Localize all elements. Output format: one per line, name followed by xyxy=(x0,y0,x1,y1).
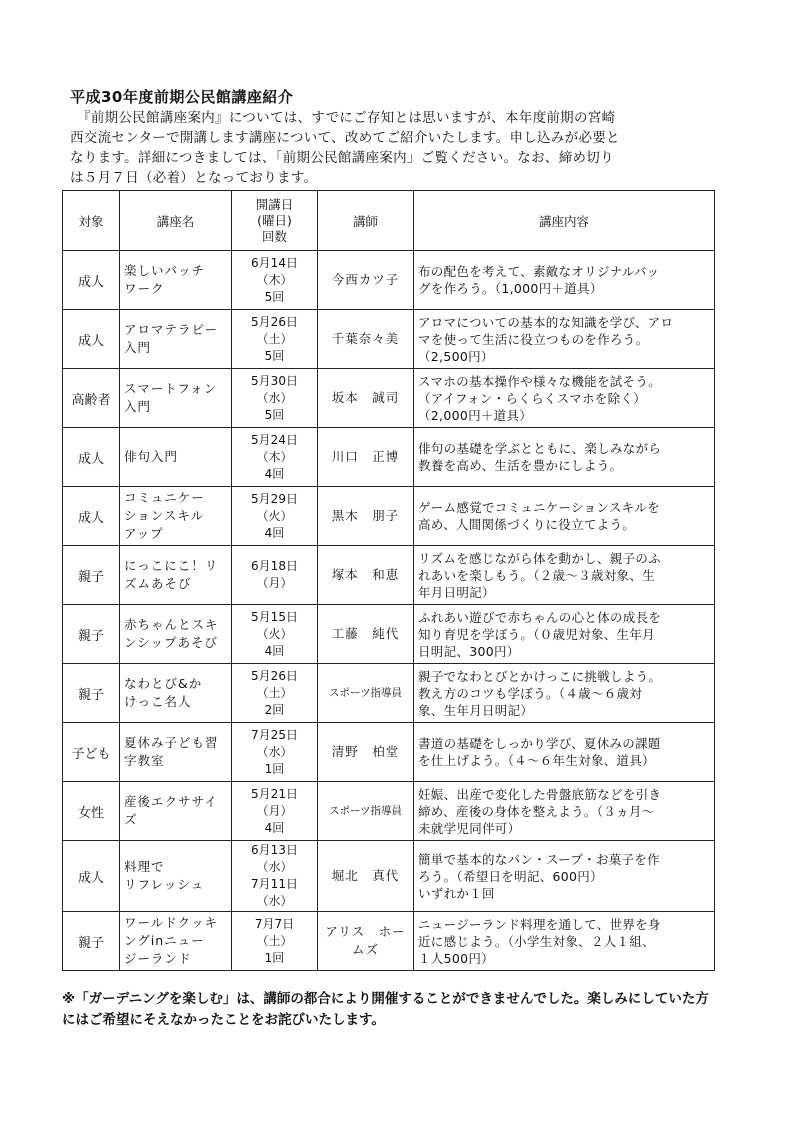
cell-content xyxy=(414,428,715,487)
course-name-line: ワールドクッキ xyxy=(124,915,219,930)
cell-course-name xyxy=(120,251,232,310)
content-line: れあいを楽しもう。（２歳～３歳対象、生 xyxy=(418,567,655,583)
date-line: （火） xyxy=(256,508,293,523)
cell-date xyxy=(232,912,318,971)
date-line: （土） xyxy=(256,331,293,346)
instructor-line: アリス ホー xyxy=(325,924,406,939)
cell-target: 成人 xyxy=(63,428,120,487)
cell-course-name xyxy=(120,841,232,912)
cell-instructor xyxy=(318,723,414,782)
cell-date xyxy=(232,251,318,310)
date-line: 5月29日 xyxy=(251,491,298,506)
table-row xyxy=(63,310,715,369)
instructor-line: 川口 正博 xyxy=(331,449,400,464)
content-line: 親子でなわとびとかけっこに挑戦しよう。 xyxy=(418,668,662,684)
cell-instructor xyxy=(318,664,414,723)
content-line: スマホの基本操作や様々な機能を試そう。 xyxy=(418,373,661,389)
intro-paragraph xyxy=(70,108,720,188)
content-line: マを使って生活に役立つものを作ろう。 xyxy=(418,331,649,347)
content-line: 日明記、300円） xyxy=(418,643,520,659)
cell-date xyxy=(232,782,318,841)
course-name-line: 夏休み子ども習 xyxy=(124,735,219,750)
date-line: （木） xyxy=(256,272,293,287)
header-date xyxy=(232,191,318,251)
cell-target: 親子 xyxy=(63,605,120,664)
cell-target: 成人 xyxy=(63,487,120,546)
date-line: 4回 xyxy=(264,466,285,481)
cell-instructor xyxy=(318,428,414,487)
course-name-line: ズ xyxy=(124,812,138,827)
intro-line: は５月７日（必着）となっております。 xyxy=(70,170,318,186)
content-line: （アイフォン・らくらくスマホを除く） xyxy=(418,390,647,406)
content-line: 象、生年月日明記） xyxy=(418,702,534,718)
course-name-line: ズムあそび xyxy=(124,576,192,591)
cell-course-name xyxy=(120,369,232,428)
date-line: （月） xyxy=(256,803,293,818)
date-line: （水） xyxy=(256,860,293,874)
content-line: ろう。（希望日を明記、600円） xyxy=(418,868,603,884)
content-line: いずれか１回 xyxy=(418,885,495,901)
course-name-line: ンシップあそび xyxy=(124,635,218,650)
cell-course-name xyxy=(120,723,232,782)
course-name-line: けっこ名人 xyxy=(124,694,192,709)
cell-content xyxy=(414,782,715,841)
cell-content xyxy=(414,605,715,664)
date-line: 7月25日 xyxy=(251,727,298,742)
content-line: ゲーム感覚でコミュニケーションスキルを xyxy=(418,500,660,515)
cell-content xyxy=(414,369,715,428)
course-name-line: ジーランド xyxy=(124,951,192,966)
cell-target: 女性 xyxy=(63,782,120,841)
content-line: 未就学児同伴可） xyxy=(418,820,521,836)
cell-date xyxy=(232,723,318,782)
cell-target: 親子 xyxy=(63,912,120,971)
date-line: 5月21日 xyxy=(251,786,298,801)
content-line: 教養を高め、生活を豊かにしよう。 xyxy=(418,458,623,473)
instructor-line: 清野 柏堂 xyxy=(331,744,400,759)
course-name-line: にっこにこ！リ xyxy=(124,558,219,573)
intro-line: 『前期公民館講座案内』については、すでにご存知とは思いますが、本年度前期の宮崎 xyxy=(70,110,616,126)
cell-course-name xyxy=(120,664,232,723)
course-name-line: 赤ちゃんとスキ xyxy=(124,617,219,632)
header-instructor: 講師 xyxy=(318,191,414,251)
instructor-line: 今西カツ子 xyxy=(331,272,400,287)
cell-instructor xyxy=(318,782,414,841)
course-name-line: コミュニケー xyxy=(124,490,205,505)
cell-course-name xyxy=(120,487,232,546)
date-line: 5回 xyxy=(264,289,285,304)
cell-instructor xyxy=(318,605,414,664)
cell-instructor xyxy=(318,546,414,605)
cell-date xyxy=(232,605,318,664)
course-name-line: ワーク xyxy=(124,281,165,296)
cell-target: 成人 xyxy=(63,251,120,310)
content-line: 年月日明記） xyxy=(418,584,495,600)
course-name-line: 産後エクササイ xyxy=(124,794,218,809)
cell-course-name xyxy=(120,782,232,841)
table-row xyxy=(63,546,715,605)
instructor-line: スポーツ指導員 xyxy=(328,687,403,699)
cell-date xyxy=(232,546,318,605)
course-name-line: リフレッシュ xyxy=(124,877,205,892)
instructor-line: 千葉奈々美 xyxy=(331,331,400,346)
cell-date xyxy=(232,664,318,723)
cell-course-name xyxy=(120,310,232,369)
course-name-line: ションスキル xyxy=(124,508,205,523)
date-line: 5月15日 xyxy=(251,609,298,624)
content-line: （2,000円＋道具） xyxy=(418,407,533,423)
date-line: （土） xyxy=(256,685,293,700)
header-content: 講座内容 xyxy=(414,191,715,251)
date-line: 2回 xyxy=(264,702,285,717)
date-line: 1回 xyxy=(264,950,285,965)
date-line: 5月24日 xyxy=(251,432,298,447)
header-target: 対象 xyxy=(63,191,120,251)
cell-content xyxy=(414,487,715,546)
content-line: １人500円） xyxy=(418,950,494,966)
date-line: 4回 xyxy=(264,643,285,658)
footnote: ※「ガーデニングを楽しむ」は、講師の都合により開催することができませんでした。楽しみにしていた方にはご希望にそえなかったことをお詫びいたします。 xyxy=(62,991,709,1028)
date-line: 6月18日 xyxy=(251,559,298,573)
cell-course-name xyxy=(120,912,232,971)
content-line: 俳句の基礎を学ぶとともに、楽しみながら xyxy=(418,441,662,456)
cell-course-name xyxy=(120,546,232,605)
course-name-line: なわとび&か xyxy=(124,676,203,691)
table-header-row xyxy=(63,191,715,251)
cell-content xyxy=(414,546,715,605)
date-line: 6月13日 xyxy=(251,843,298,857)
cell-content xyxy=(414,310,715,369)
intro-line: なります。詳細につきましては、「前期公民館講座案内」ご覧ください。なお、締め切り xyxy=(70,150,614,166)
date-line: （水） xyxy=(256,894,293,908)
cell-content xyxy=(414,912,715,971)
content-line: 知り育児を学ぼう。（０歳児対象、生年月 xyxy=(418,626,655,642)
table-row xyxy=(63,487,715,546)
table-row xyxy=(63,605,715,664)
cell-date xyxy=(232,428,318,487)
cell-content xyxy=(414,841,715,912)
header-name: 講座名 xyxy=(120,191,232,251)
date-line: 4回 xyxy=(264,525,285,540)
content-line: を仕上げよう。（４～６年生対象、道具） xyxy=(418,753,655,768)
course-name-line: スマートフォン xyxy=(124,381,218,396)
date-line: （水） xyxy=(256,744,293,759)
cell-date xyxy=(232,369,318,428)
cell-instructor xyxy=(318,912,414,971)
content-line: ニュージーランド料理を通して、世界を身 xyxy=(418,916,661,932)
content-line: 近に感じよう。（小学生対象、２人１組、 xyxy=(418,933,655,949)
content-line: 締め、産後の身体を整えよう。（３ヵ月～ xyxy=(418,803,655,819)
date-line: 4回 xyxy=(264,820,285,835)
date-line: 5月26日 xyxy=(251,314,298,329)
course-name-line: アップ xyxy=(124,526,164,541)
instructor-line: 塚本 和恵 xyxy=(331,567,400,582)
date-line: （火） xyxy=(256,626,293,641)
cell-instructor xyxy=(318,369,414,428)
header-date-line: 回数 xyxy=(261,228,287,244)
date-line: 7月11日 xyxy=(251,877,298,891)
cell-instructor xyxy=(318,251,414,310)
cell-instructor xyxy=(318,487,414,546)
cell-target: 成人 xyxy=(63,310,120,369)
content-line: ふれあい遊びで赤ちゃんの心と体の成長を xyxy=(418,609,662,625)
cell-content xyxy=(414,251,715,310)
content-line: （2,500円） xyxy=(418,348,494,364)
date-line: （土） xyxy=(256,933,293,948)
header-date-line: 開講日 xyxy=(255,196,294,212)
cell-target: 親子 xyxy=(63,664,120,723)
date-line: 6月14日 xyxy=(251,255,298,270)
instructor-line: 堀北 真代 xyxy=(331,868,400,883)
date-line: （木） xyxy=(256,449,293,464)
cell-date xyxy=(232,310,318,369)
date-line: 1回 xyxy=(264,761,285,776)
course-name-line: ングinニュー xyxy=(124,933,205,948)
cell-target: 成人 xyxy=(63,841,120,912)
cell-target: 高齢者 xyxy=(63,369,120,428)
table-row xyxy=(63,664,715,723)
cell-content xyxy=(414,664,715,723)
content-line: 簡単で基本的なパン・スープ・お菓子を作 xyxy=(418,851,660,867)
instructor-line: スポーツ指導員 xyxy=(328,805,403,817)
date-line: 5回 xyxy=(264,407,285,422)
course-table-body xyxy=(63,251,715,971)
page-title: 平成30年度前期公民館講座紹介 xyxy=(70,88,294,106)
intro-line: 西交流センターで開講します講座について、改めてご紹介いたします。申し込みが必要と xyxy=(70,130,620,146)
content-line: アロマについての基本的な知識を学び、アロ xyxy=(418,314,674,330)
table-row xyxy=(63,723,715,782)
date-line: （水） xyxy=(256,390,293,405)
date-line: （月） xyxy=(256,576,293,590)
table-row xyxy=(63,841,715,912)
instructor-line: 工藤 純代 xyxy=(331,626,400,641)
header-date-line: (曜日) xyxy=(257,212,292,228)
date-line: 5月26日 xyxy=(251,668,298,683)
date-line: 7月7日 xyxy=(254,916,295,931)
content-line: 教え方のコツも学ぼう。（４歳～６歳対 xyxy=(418,685,643,701)
content-line: リズムを感じながら体を動かし、親子のふ xyxy=(418,550,661,566)
cell-target: 子ども xyxy=(63,723,120,782)
cell-date xyxy=(232,841,318,912)
cell-instructor xyxy=(318,310,414,369)
date-line: 5回 xyxy=(264,348,285,363)
cell-course-name xyxy=(120,428,232,487)
course-name-line: 字教室 xyxy=(124,753,165,768)
table-row xyxy=(63,782,715,841)
date-line: 5月30日 xyxy=(251,373,298,388)
content-line: 布の配色を考えて、素敵なオリジナルバッ xyxy=(418,264,660,279)
cell-course-name xyxy=(120,605,232,664)
course-name-line: 俳句入門 xyxy=(124,449,179,464)
course-name-line: 入門 xyxy=(124,399,152,414)
course-name-line: 入門 xyxy=(124,340,152,355)
cell-target: 親子 xyxy=(63,546,120,605)
course-name-line: 料理で xyxy=(124,859,165,874)
instructor-line: 坂本 誠司 xyxy=(331,390,400,405)
cell-content xyxy=(414,723,715,782)
content-line: 高め、人間関係づくりに役立てよう。 xyxy=(418,517,636,532)
course-table xyxy=(62,190,715,971)
course-name-line: 楽しいパッチ xyxy=(124,263,206,278)
instructor-line: 黒木 朋子 xyxy=(331,508,400,523)
content-line: 書道の基礎をしっかり学び、夏休みの課題 xyxy=(418,736,661,751)
cell-date xyxy=(232,487,318,546)
table-row xyxy=(63,369,715,428)
instructor-line: ムズ xyxy=(351,942,379,957)
content-line: 妊娠、出産で変化した骨盤底筋などを引き xyxy=(418,786,662,802)
table-row xyxy=(63,251,715,310)
table-row xyxy=(63,428,715,487)
cell-instructor xyxy=(318,841,414,912)
course-name-line: アロマテラピー xyxy=(124,322,219,337)
table-row xyxy=(63,912,715,971)
content-line: グを作ろう。（1,000円＋道具） xyxy=(418,281,603,296)
